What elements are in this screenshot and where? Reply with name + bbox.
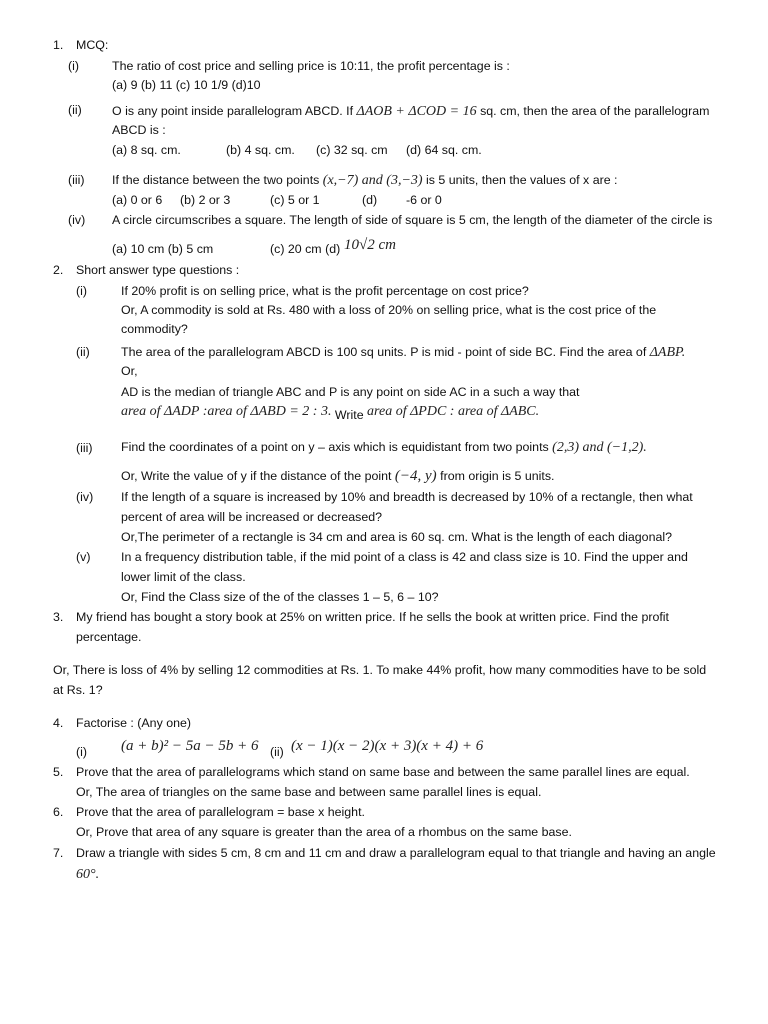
q4-title: Factorise : (Any one) xyxy=(76,716,192,730)
q1-ii-number: (ii) xyxy=(68,103,82,117)
q2-iii-line2 xyxy=(121,467,554,486)
q2-iv-text-b: percent of area will be increased or decreased? xyxy=(121,510,383,524)
q1-iii-text-a: If the distance between the two points xyxy=(112,173,320,187)
q2-ii-math2: area of ΔADP :area of ΔABD = 2 : 3. xyxy=(121,404,332,419)
q1-ii-math: ΔAOB + ΔCOD = 16 xyxy=(356,104,477,119)
q3-or-a: Or, There is loss of 4% by selling 12 commodities at Rs. 1. To make 44% profit, how many commodities have to be sold xyxy=(53,663,707,677)
q6-or: Or, Prove that area of any square is greater than the area of a rhombus on the same base. xyxy=(76,825,572,839)
q2-number: 2. xyxy=(53,263,64,277)
q2-iii-math2: (−4, y) xyxy=(394,468,437,484)
q2-v-or: Or, Find the Class size of the of the classes 1 – 5, 6 – 10? xyxy=(121,590,439,604)
q4-number: 4. xyxy=(53,716,64,730)
q1-iii-opt-c: (c) 5 or 1 xyxy=(270,193,320,207)
q2-ii-math3: area of ΔPDC : area of ΔABC. xyxy=(367,404,540,419)
q7-math: 60°. xyxy=(76,867,100,882)
q3-text-b: percentage. xyxy=(76,630,142,644)
q2-ii-line4 xyxy=(121,403,539,421)
q3-number: 3. xyxy=(53,610,64,624)
q2-iv-text-a: If the length of a square is increased by 10% and breadth is decreased by 10% of a rectangle, then what xyxy=(121,490,693,504)
q2-ii-number: (ii) xyxy=(76,345,90,359)
q2-v-text-b: lower limit of the class. xyxy=(121,570,246,584)
q1-ii-text-b: sq. cm, then the area of the parallelogram xyxy=(480,104,710,118)
q2-ii-text: The area of the parallelogram ABCD is 100 sq units. P is mid - point of side BC. Find the area of xyxy=(121,345,647,359)
q2-iii-or-b: from origin is 5 units. xyxy=(440,469,555,483)
q5-text: Prove that the area of parallelograms which stand on same base and between the same parallel lines are equal. xyxy=(76,765,690,779)
q1-iv-opt-cd: (c) 20 cm (d) xyxy=(270,242,341,256)
q2-ii-math: ΔABP. xyxy=(649,345,686,360)
q2-iii-line1 xyxy=(121,439,647,457)
q2-iv-number: (iv) xyxy=(76,490,94,504)
q2-title: Short answer type questions : xyxy=(76,263,240,277)
q1-iii-opt-d-value: -6 or 0 xyxy=(406,193,442,207)
q1-iii-opt-d: (d) xyxy=(362,193,378,207)
q2-ii-or: Or, xyxy=(121,364,138,378)
q2-ii-or-text: AD is the median of triangle ABC and P is any point on side AC in a such a way that xyxy=(121,385,580,399)
q2-iii-math: (2,3) and (−1,2). xyxy=(552,440,647,455)
q2-iii-number: (iii) xyxy=(76,441,93,455)
q1-number: 1. xyxy=(53,38,64,52)
q1-i-text: The ratio of cost price and selling price is 10:11, the profit percentage is : xyxy=(112,59,510,73)
q6-text: Prove that the area of parallelogram = base x height. xyxy=(76,805,365,819)
q4-i-number: (i) xyxy=(76,745,88,759)
q1-iii-math: (x,−7) and (3,−3) xyxy=(322,173,423,188)
q1-ii-line1 xyxy=(112,103,709,121)
q5-or: Or, The area of triangles on the same base and between same parallel lines is equal. xyxy=(76,785,542,799)
q2-ii-line1 xyxy=(121,344,685,362)
q1-ii-text-c: ABCD is : xyxy=(112,123,166,137)
q4-i-math: (a + b)² − 5a − 5b + 6 xyxy=(121,738,259,754)
q2-i-or-b: commodity? xyxy=(121,322,188,336)
q2-v-text-a: In a frequency distribution table, if the mid point of a class is 42 and class size is 10. Find the upper and xyxy=(121,550,688,564)
q1-iii-opt-b: (b) 2 or 3 xyxy=(180,193,231,207)
q1-ii-opt-b: (b) 4 sq. cm. xyxy=(226,143,295,157)
q3-text-a: My friend has bought a story book at 25% on written price. If he sells the book at written price. Find the profit xyxy=(76,610,669,624)
q2-iv-or: Or,The perimeter of a rectangle is 34 cm and area is 60 sq. cm. What is the length of each diagonal? xyxy=(121,530,672,544)
q5-number: 5. xyxy=(53,765,64,779)
q2-v-number: (v) xyxy=(76,550,91,564)
q1-iii-line1 xyxy=(112,172,618,190)
q1-iii-text-b: is 5 units, then the values of x are : xyxy=(426,173,618,187)
q7-text: Draw a triangle with sides 5 cm, 8 cm and 11 cm and draw a parallelogram equal to that triangle and having an angle xyxy=(76,846,716,860)
q3-or-b: at Rs. 1? xyxy=(53,683,103,697)
q1-iii-number: (iii) xyxy=(68,173,85,187)
q1-iv-math: 10√2 cm xyxy=(344,237,396,253)
q2-iii-text: Find the coordinates of a point on y – axis which is equidistant from two points xyxy=(121,440,549,454)
q2-iii-or-a: Or, Write the value of y if the distance of the point xyxy=(121,469,392,483)
q1-i-options: (a) 9 (b) 11 (c) 10 1/9 (d)10 xyxy=(112,78,261,92)
q1-iv-number: (iv) xyxy=(68,213,86,227)
q2-ii-write: Write xyxy=(334,408,364,422)
q1-ii-opt-d: (d) 64 sq. cm. xyxy=(406,143,482,157)
q1-title: MCQ: xyxy=(76,38,109,52)
q1-ii-opt-c: (c) 32 sq. cm xyxy=(316,143,388,157)
q1-iii-opt-a: (a) 0 or 6 xyxy=(112,193,163,207)
q4-ii-number: (ii) xyxy=(270,745,284,759)
q1-ii-opt-a: (a) 8 sq. cm. xyxy=(112,143,181,157)
q1-iv-opt-ab: (a) 10 cm (b) 5 cm xyxy=(112,242,214,256)
q1-i-number: (i) xyxy=(68,59,80,73)
q7-number: 7. xyxy=(53,846,64,860)
q4-ii-math: (x − 1)(x − 2)(x + 3)(x + 4) + 6 xyxy=(291,738,484,754)
q2-i-text: If 20% profit is on selling price, what is the profit percentage on cost price? xyxy=(121,284,529,298)
q6-number: 6. xyxy=(53,805,64,819)
q2-i-number: (i) xyxy=(76,284,88,298)
q1-iv-text: A circle circumscribes a square. The length of side of square is 5 cm, the length of the diameter of the circle is xyxy=(112,213,713,227)
q2-i-or-a: Or, A commodity is sold at Rs. 480 with a loss of 20% on selling price, what is the cost price of the xyxy=(121,303,657,317)
q1-ii-text-a: O is any point inside parallelogram ABCD. If xyxy=(112,104,354,118)
